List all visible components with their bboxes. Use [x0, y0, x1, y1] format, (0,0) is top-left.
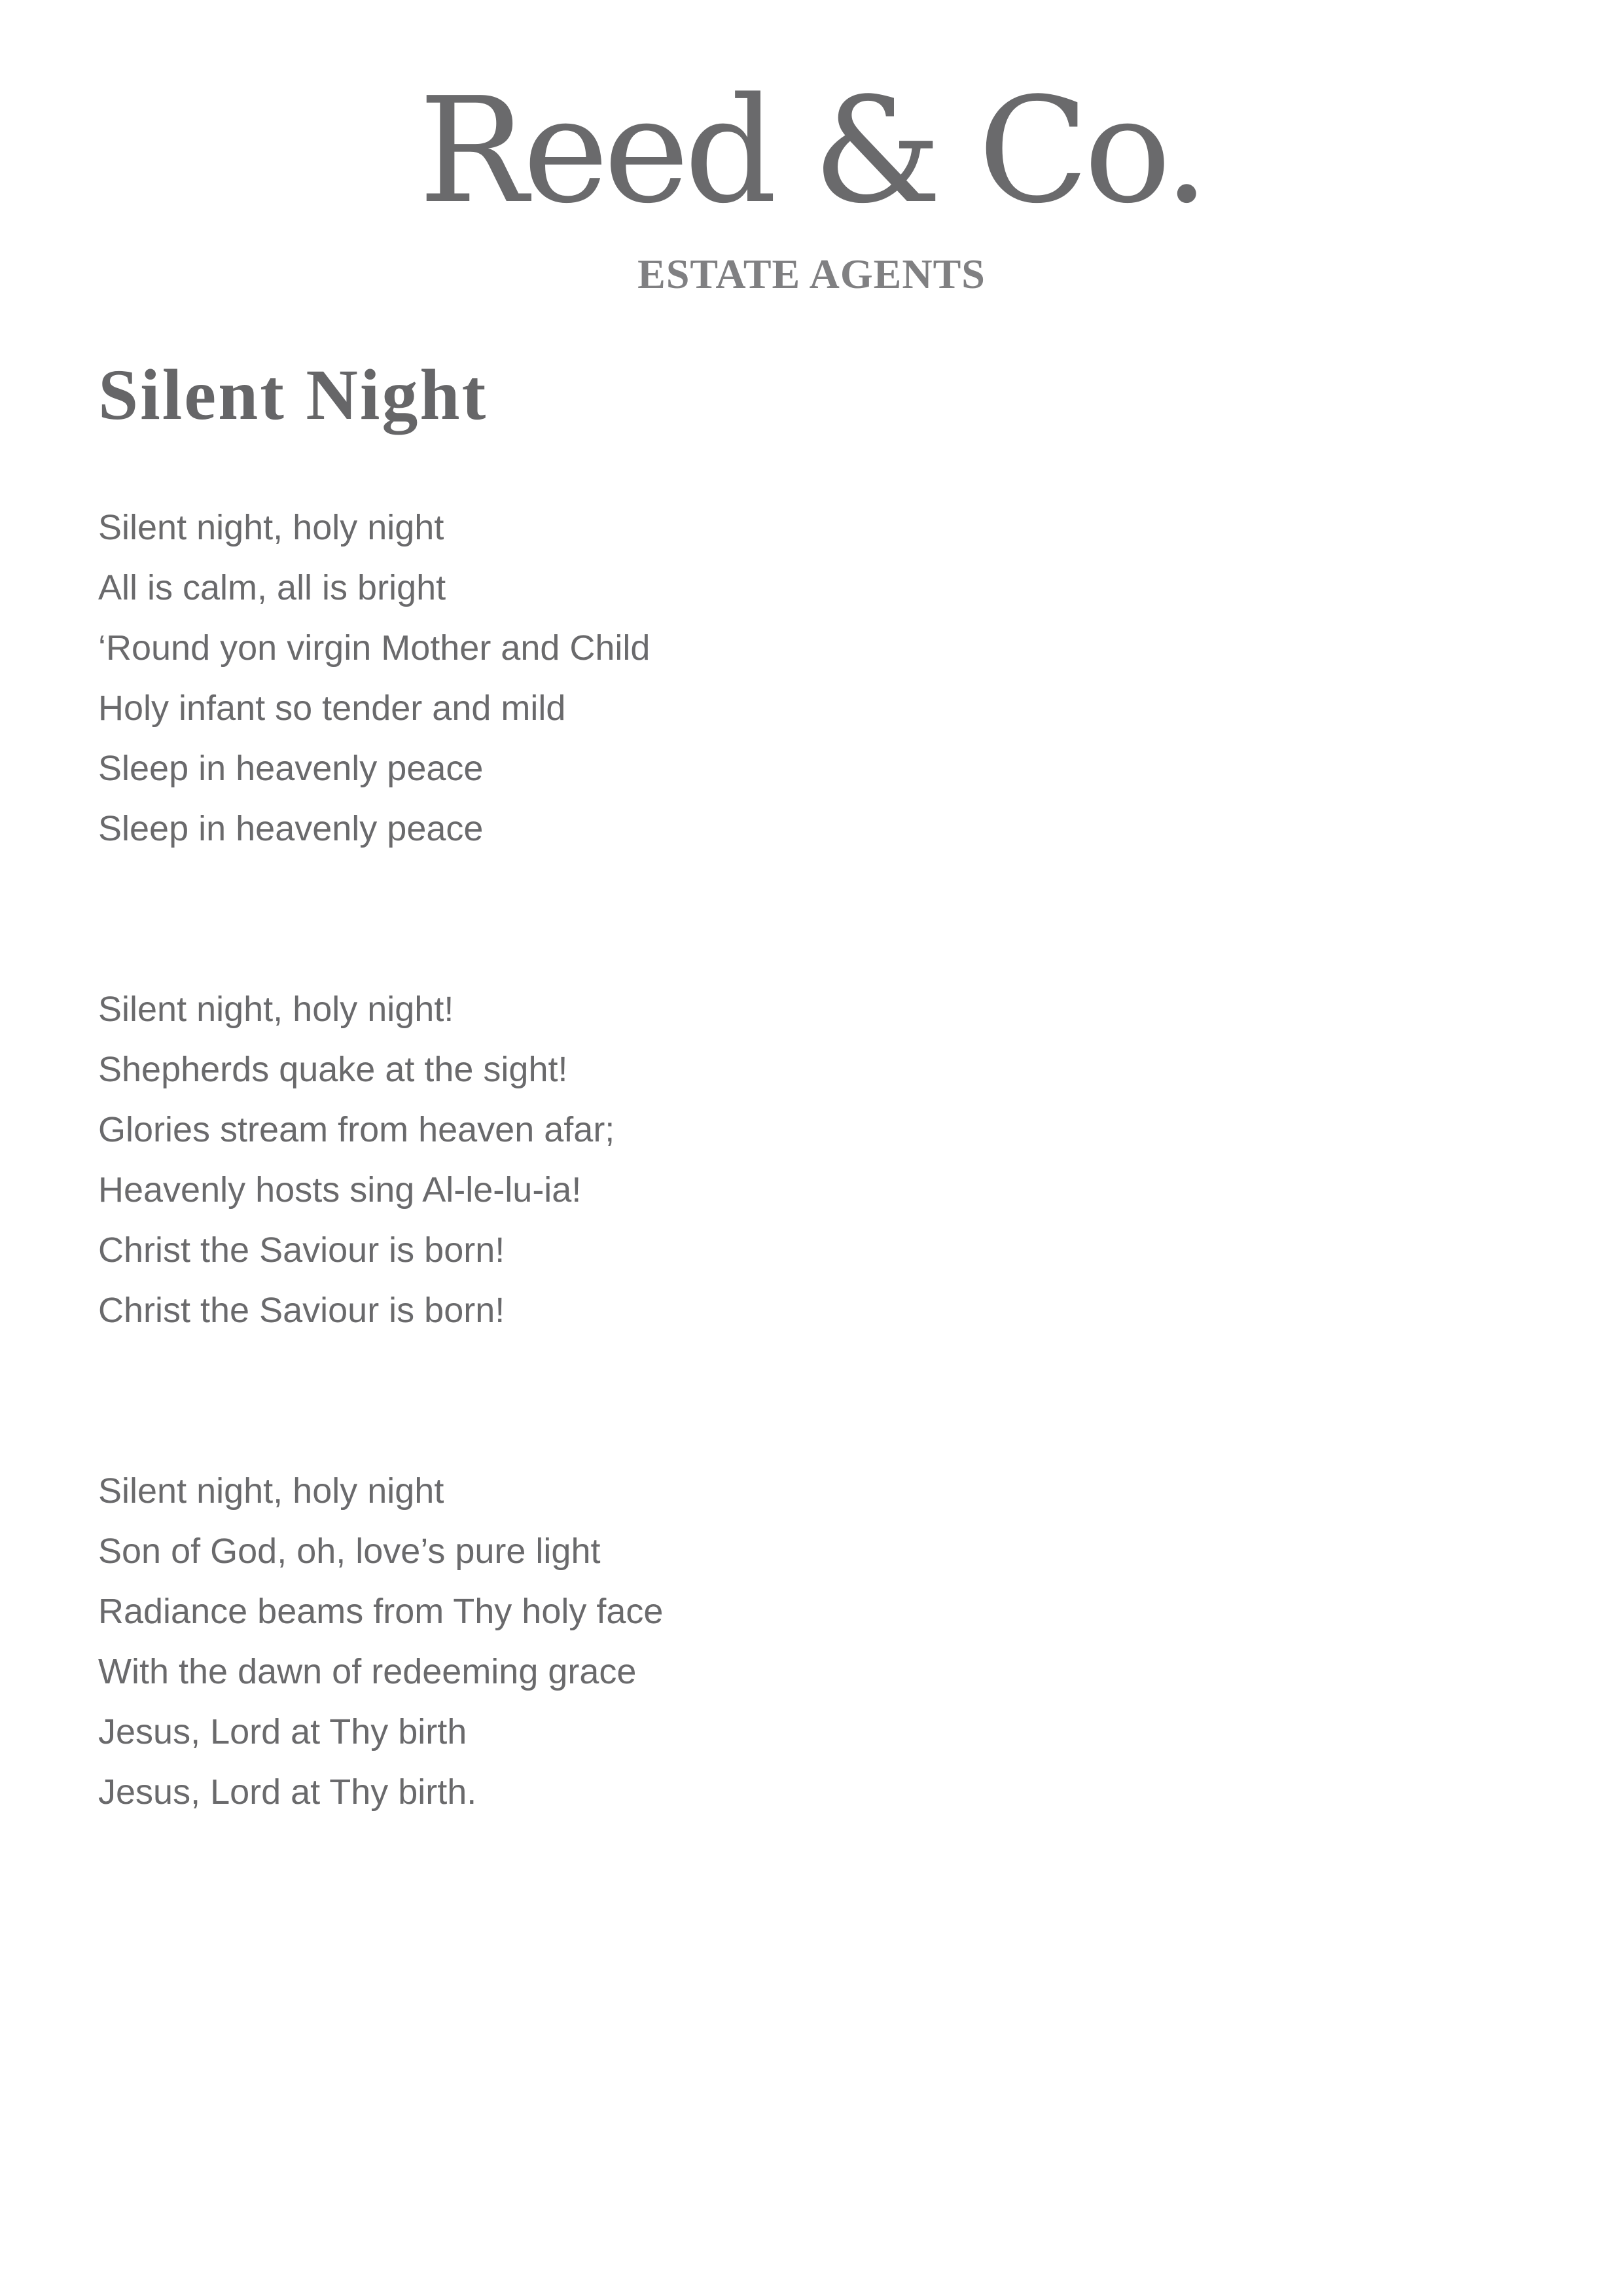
lyric-line: Christ the Saviour is born! [98, 1230, 505, 1270]
logo-wordmark: Reed & Co. [418, 67, 1205, 236]
lyric-line: Radiance beams from Thy holy face [98, 1592, 664, 1631]
company-logo [0, 67, 1623, 298]
lyric-line: ‘Round yon virgin Mother and Child [98, 628, 651, 668]
lyric-line: Jesus, Lord at Thy birth. [98, 1772, 477, 1812]
verse-2 [98, 979, 1342, 1340]
lyric-line: Silent night, holy night [98, 508, 444, 547]
verse-1 [98, 497, 1342, 859]
lyric-line: Silent night, holy night! [98, 990, 454, 1029]
lyric-line: All is calm, all is bright [98, 568, 446, 607]
verse-3 [98, 1461, 1342, 1822]
lyric-line: Son of God, oh, love’s pure light [98, 1532, 601, 1571]
lyric-line: Shepherds quake at the sight! [98, 1050, 568, 1089]
lyric-line: Heavenly hosts sing Al-le-lu-ia! [98, 1170, 582, 1210]
lyrics [98, 497, 1342, 1943]
lyric-line: Silent night, holy night [98, 1471, 444, 1511]
lyric-line: Christ the Saviour is born! [98, 1291, 505, 1330]
logo-tagline: ESTATE AGENTS [637, 251, 986, 297]
lyric-line: Jesus, Lord at Thy birth [98, 1712, 467, 1751]
lyric-line: Sleep in heavenly peace [98, 749, 484, 788]
lyric-line: Sleep in heavenly peace [98, 809, 484, 848]
lyric-line: Holy infant so tender and mild [98, 689, 566, 728]
lyric-line: With the dawn of redeeming grace [98, 1652, 637, 1691]
lyric-line: Glories stream from heaven afar; [98, 1110, 615, 1149]
page-title: Silent Night [98, 355, 488, 435]
